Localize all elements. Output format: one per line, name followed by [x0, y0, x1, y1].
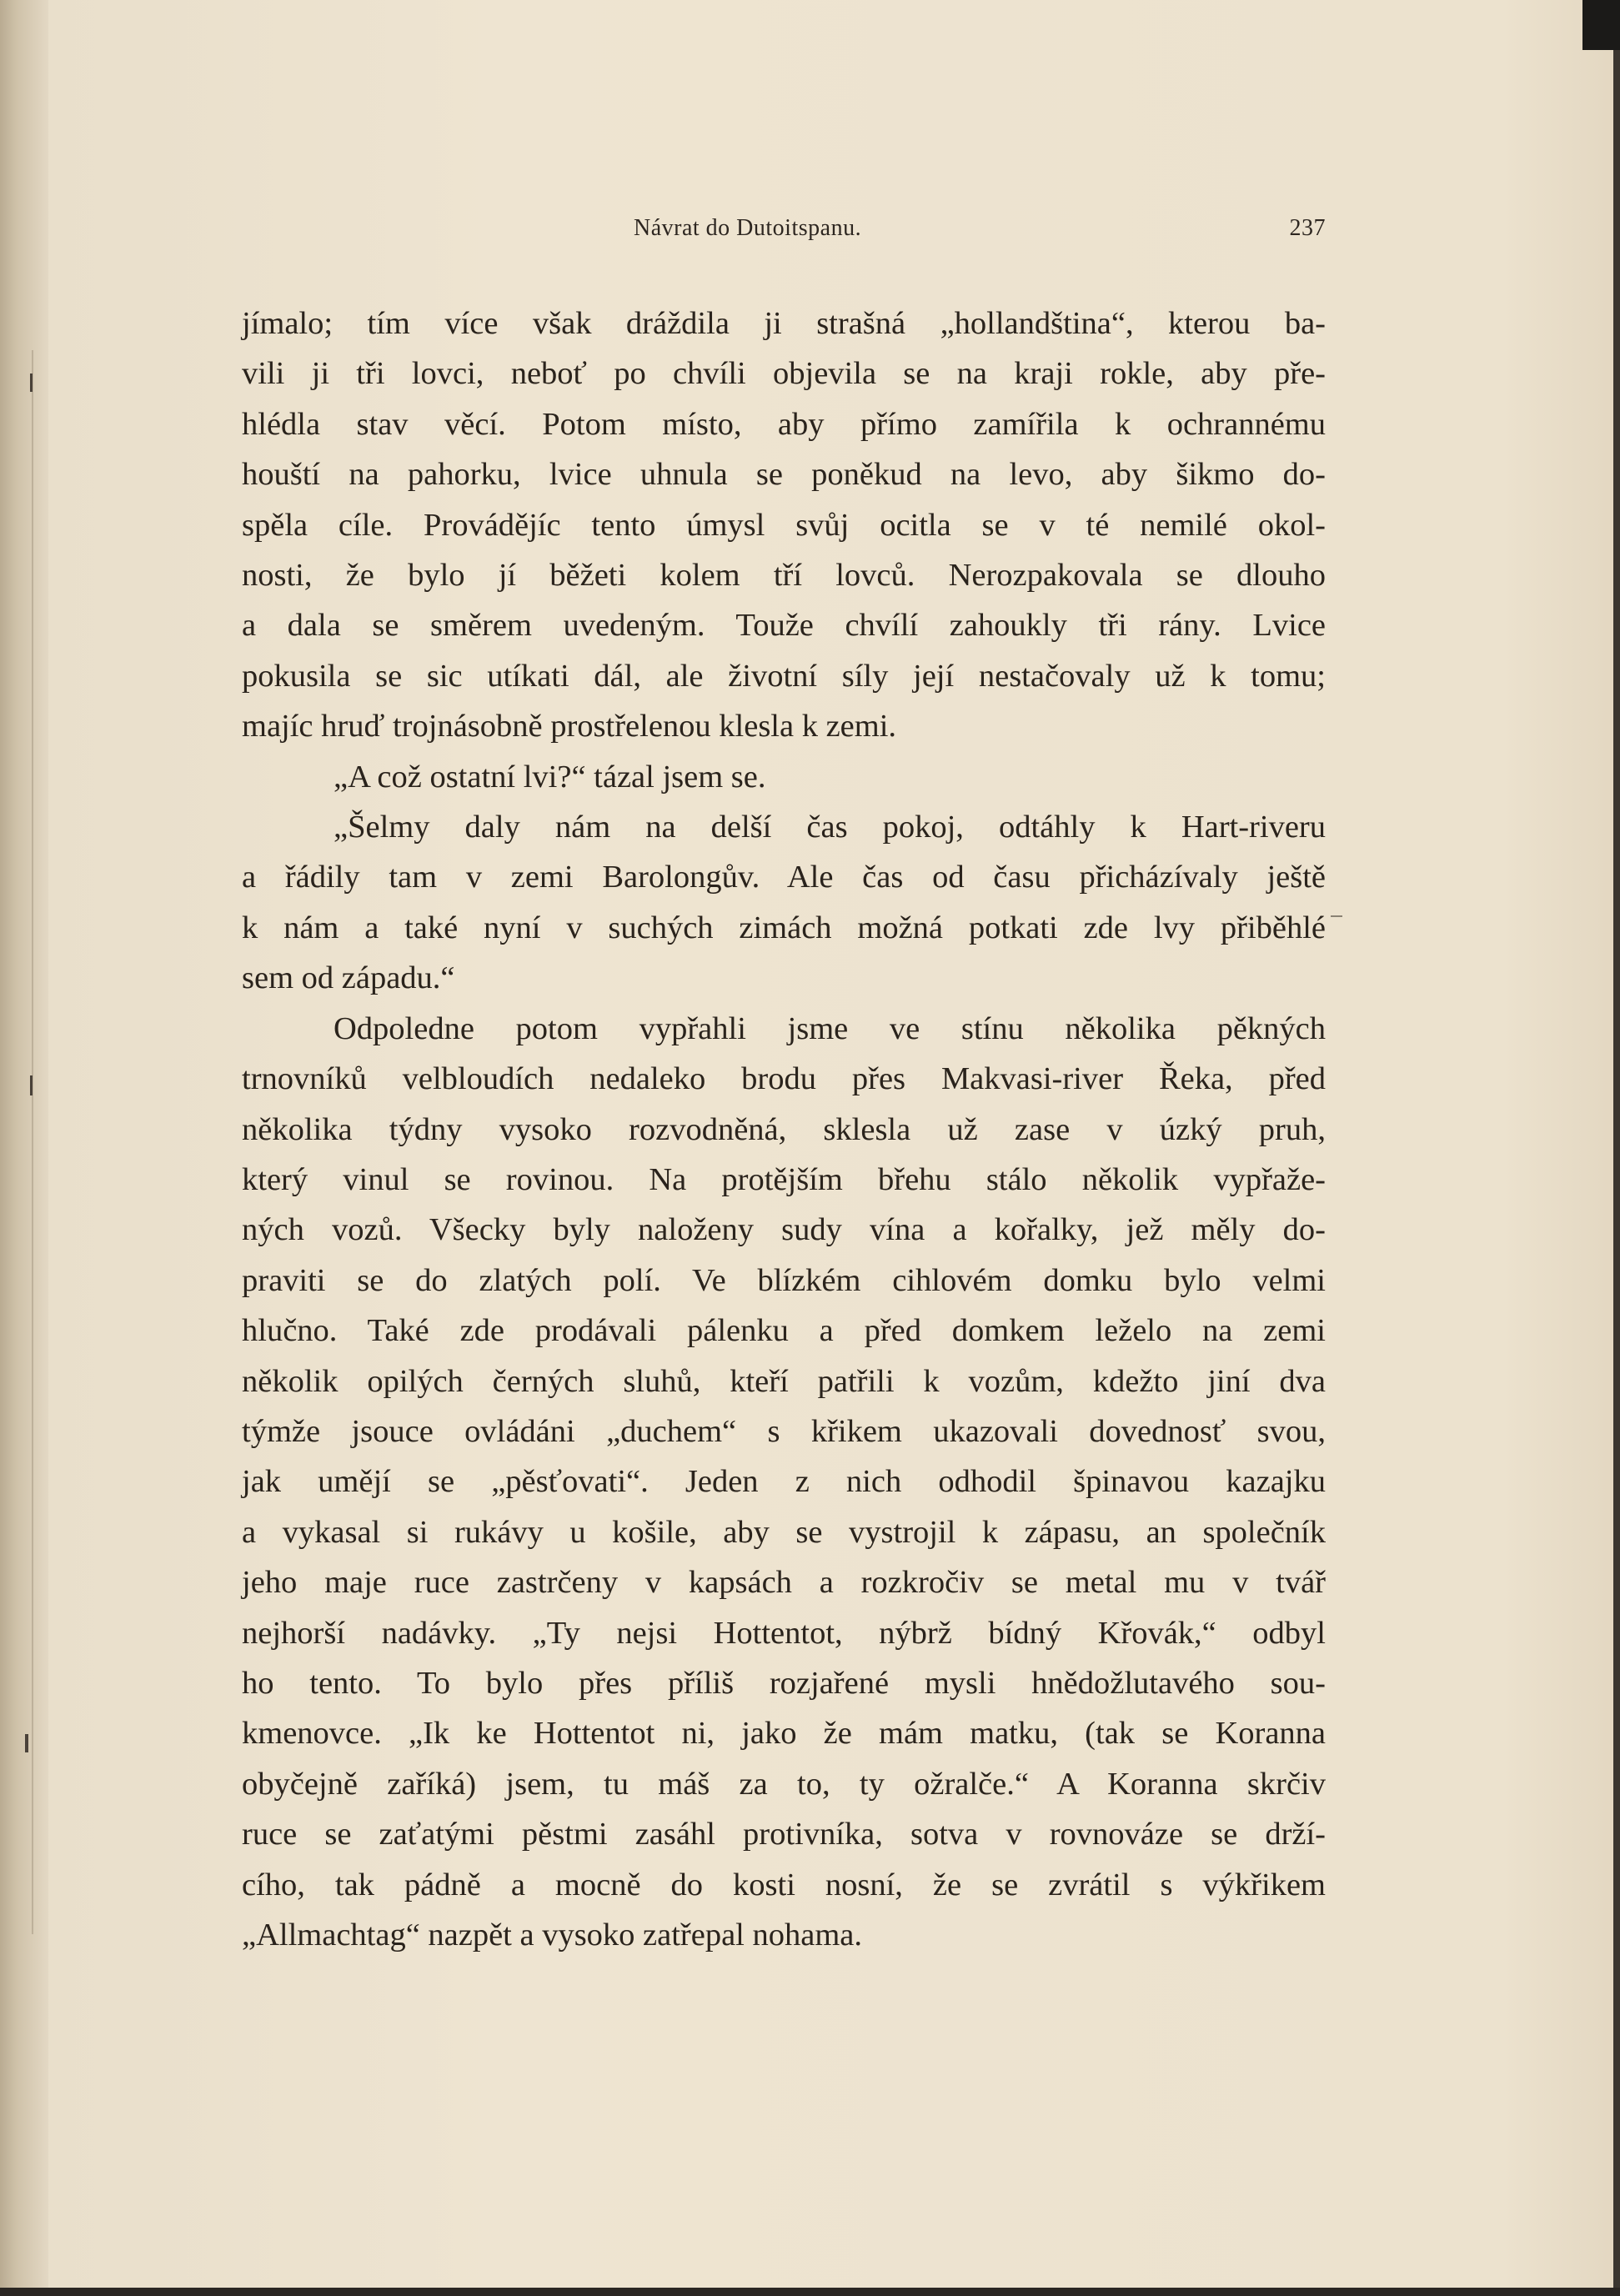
text-line: vili ji tři lovci, neboť po chvíli objevila se na kraji rokle, aby pře-	[242, 356, 1326, 392]
text-line: a vykasal si rukávy u košile, aby se vystrojil k zápasu, an společník	[242, 1514, 1326, 1550]
text-line: Odpoledne potom vypřahli jsme ve stínu několika pěkných	[334, 1010, 1326, 1046]
text-line: spěla cíle. Provádějíc tento úmysl svůj ocitla se v té nemilé okol-	[242, 507, 1326, 543]
text-line: sem od západu.“	[242, 960, 455, 996]
text-line: „Allmachtag“ nazpět a vysoko zatřepal nohama.	[242, 1918, 863, 1953]
text-line: ruce se zaťatými pěstmi zasáhl protivníka, sotva v rovnováze se drží-	[242, 1817, 1326, 1852]
text-line: nosti, že bylo jí běžeti kolem tří lovců. Nerozpakovala se dlouho	[242, 558, 1326, 594]
text-line: jak umějí se „pěsťovati“. Jeden z nich odhodil špinavou kazajku	[242, 1464, 1326, 1500]
text-line: obyčejně zaříká) jsem, tu máš za to, ty ožralče.“ A Koranna skrčiv	[242, 1766, 1326, 1802]
text-line: a řádily tam v zemi Barolongův. Ale čas od času přicházívaly ještě	[242, 860, 1326, 895]
text-line: ho tento. To bylo přes příliš rozjařené mysli hnědožlutavého sou-	[242, 1665, 1326, 1701]
chapter-title: Návrat do Dutoitspanu.	[634, 215, 862, 241]
text-line: houští na pahorku, lvice uhnula se poněkud na levo, aby šikmo do-	[242, 457, 1326, 493]
text-line: několika týdny vysoko rozvodněná, sklesla už zase v úzký pruh,	[242, 1111, 1326, 1147]
page-number: 237	[1289, 215, 1326, 241]
text-line: trnovníků velbloudích nedaleko brodu přes Makvasi-river Řeka, před	[242, 1061, 1326, 1097]
text-line: „A což ostatní lvi?“ tázal jsem se.	[334, 759, 766, 795]
text-line: k nám a také nyní v suchých zimách možná potkati zde lvy přiběhlé	[242, 910, 1326, 945]
text-line: jeho maje ruce zastrčeny v kapsách a rozkročiv se metal mu v tvář	[242, 1565, 1326, 1601]
text-line: praviti se do zlatých polí. Ve blízkém cihlovém domku bylo velmi	[242, 1262, 1326, 1298]
text-line: majíc hruď trojnásobně prostřelenou klesla k zemi.	[242, 709, 897, 744]
text-line: a dala se směrem uvedeným. Touže chvílí zahoukly tři rány. Lvice	[242, 608, 1326, 644]
text-line: pokusila se sic utíkati dál, ale životní síly její nestačovaly už k tomu;	[242, 658, 1326, 694]
text-line: cího, tak pádně a mocně do kosti nosní, že se zvrátil s výkřikem	[242, 1867, 1326, 1902]
text-line: nejhorší nadávky. „Ty nejsi Hottentot, nýbrž bídný Křovák,“ odbyl	[242, 1615, 1326, 1651]
text-line: „Šelmy daly nám na delší čas pokoj, odtáhly k Hart-riveru	[334, 810, 1326, 845]
text-line: kmenovce. „Ik ke Hottentot ni, jako že mám matku, (tak se Koranna	[242, 1716, 1326, 1752]
text-line: hlučno. Také zde prodávali pálenku a před domkem leželo na zemi	[242, 1313, 1326, 1349]
body-text	[242, 298, 1326, 1960]
text-line: jímalo; tím více však dráždila ji strašná „hollandština“, kterou ba-	[242, 306, 1326, 341]
text-line: ných vozů. Všecky byly naloženy sudy vína a kořalky, jež měly do-	[242, 1212, 1326, 1248]
text-line: týmže jsouce ovládáni „duchem“ s křikem ukazovali dovednosť svou,	[242, 1413, 1326, 1449]
running-header	[242, 215, 1326, 252]
text-line: který vinul se rovinou. Na protějším břehu stálo několik vypřaže-	[242, 1161, 1326, 1197]
text-line: několik opilých černých sluhů, kteří patřili k vozům, kdežto jiní dva	[242, 1363, 1326, 1399]
text-line: hlédla stav věcí. Potom místo, aby přímo zamířila k ochrannému	[242, 406, 1326, 442]
